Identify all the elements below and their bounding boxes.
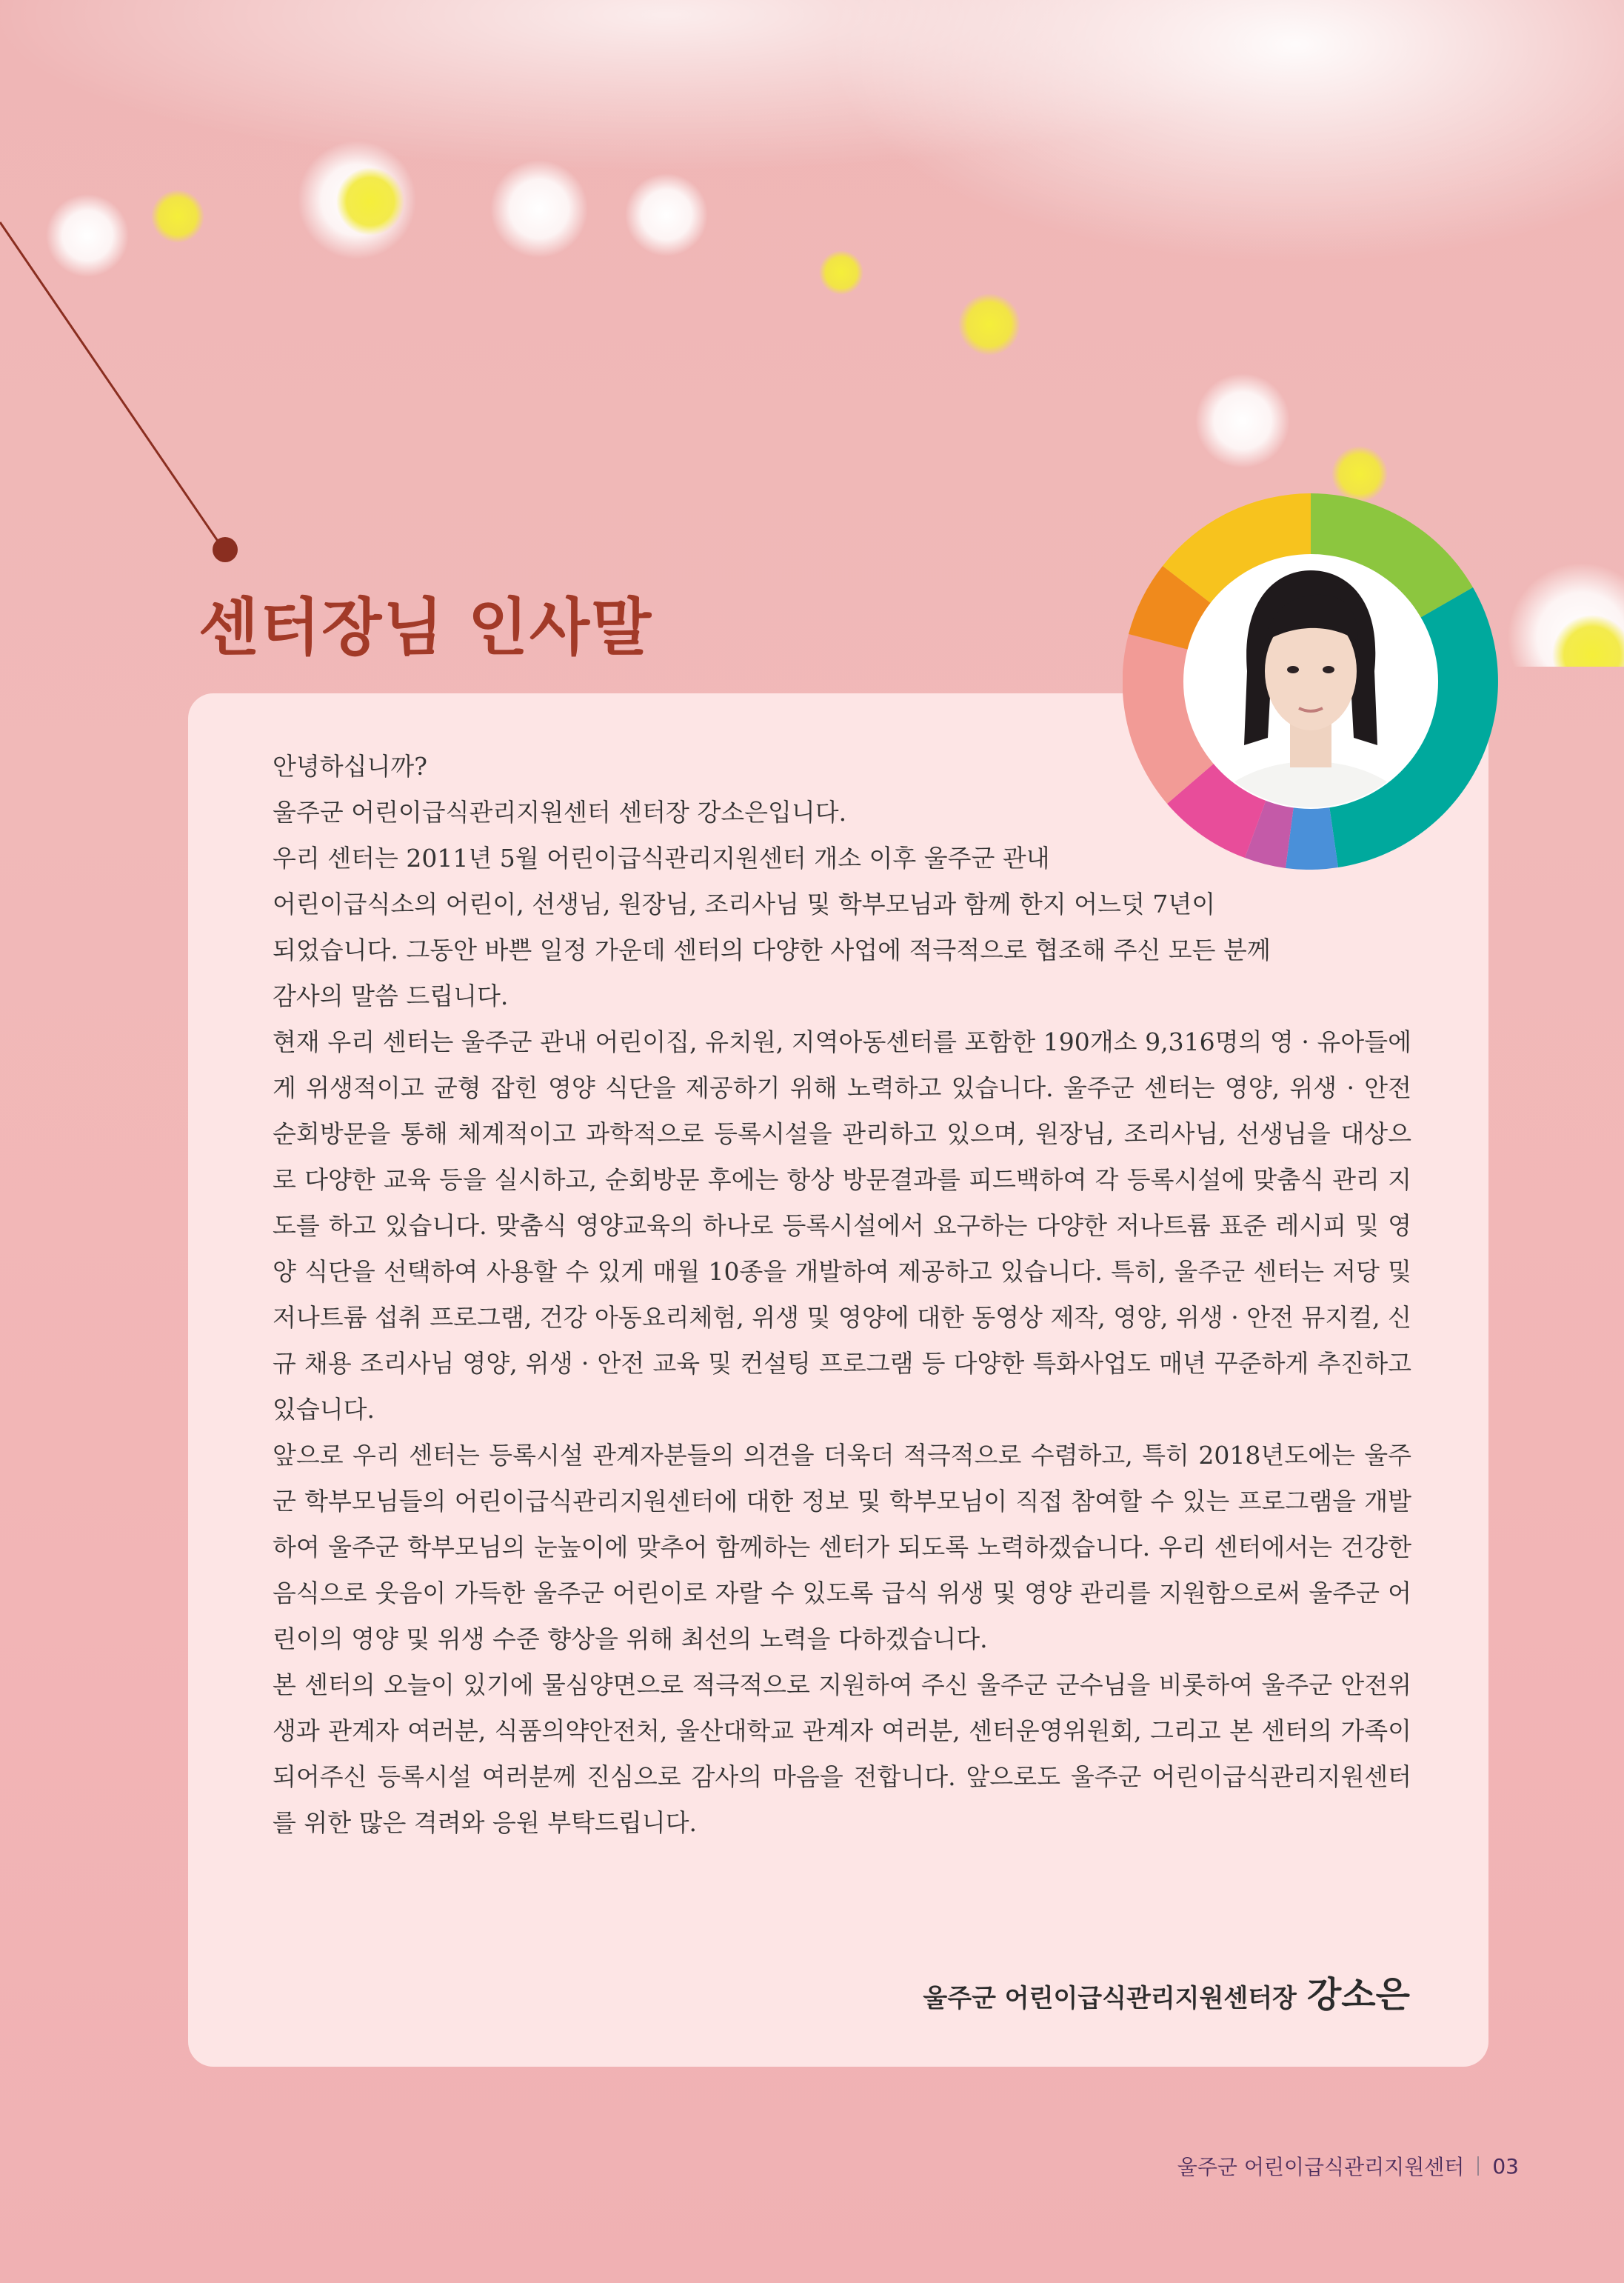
page-footer xyxy=(1177,2151,1519,2181)
footer-org: 울주군 어린이급식관리지원센터 xyxy=(1177,2155,1465,2179)
flower-white xyxy=(490,160,588,258)
footer-separator xyxy=(1477,2156,1479,2176)
signature-name: 강소은 xyxy=(1306,1974,1410,2016)
signature xyxy=(923,1966,1410,2017)
greeting-paragraph-3: 앞으로 우리 센터는 등록시설 관계자분들의 의견을 더욱더 적극적으로 수렴하고, 특히 2018년도에는 울주군 학부모님들의 어린이급식관리지원센터에 대한 정보 및 학부모님이 직접 참여할 수 있는 프로그램을 개발하여 울주군 학부모님의 눈높이에 맞추어 함께하는 센터가 되도록 노력하겠습니다. 우리 센터에서는 건강한 음식으로 웃음이 가득한 울주군 어린이로 자랄 수 있도록 급식 위생 및 영양 관리를 지원함으로써 울주군 어린이의 영양 및 위생 수준 향상을 위해 최선의 노력을 다하겠습니다. xyxy=(273,1441,1411,1653)
greeting-card xyxy=(188,693,1488,2067)
flower-yellow xyxy=(819,250,863,295)
ring-segment-blue xyxy=(1286,806,1338,870)
greeting-paragraph-1: 안녕하십니까? 울주군 어린이급식관리지원센터 센터장 강소은입니다. 우리 센터는 2011년 5월 어린이급식관리지원센터 개소 이후 울주군 관내 어린이급식소의 어린이, 선생님, 원장님, 조리사님 및 학부모님과 함께 한지 어느덧 7년이 되었습니다. 그동안 바쁜 일정 가운데 센터의 다양한 사업에 적극적으로 협조해 주신 모든 분께 감사의 말씀 드립니다. xyxy=(273,752,1271,1010)
title-pointer-line xyxy=(0,222,224,550)
title-pointer-dot xyxy=(213,537,238,562)
flower-yellow xyxy=(336,167,404,236)
flower-white xyxy=(625,173,708,256)
greeting-paragraph-2: 현재 우리 센터는 울주군 관내 어린이집, 유치원, 지역아동센터를 포함한 190개소 9,316명의 영 · 유아들에게 위생적이고 균형 잡힌 영양 식단을 제공하기 위해 노력하고 있습니다. 울주군 센터는 영양, 위생 · 안전 순회방문을 통해 체계적이고 과학적으로 등록시설을 관리하고 있으며, 원장님, 조리사님, 선생님을 대상으로 다양한 교육 등을 실시하고, 순회방문 후에는 항상 방문결과를 피드백하여 각 등록시설에 맞춤식 관리 지도를 하고 있습니다. 맞춤식 영양교육의 하나로 등록시설에서 요구하는 다양한 저나트륨 표준 레시피 및 영양 식단을 선택하여 사용할 수 있게 매월 10종을 개발하여 제공하고 있습니다. 특히, 울주군 센터는 저당 및 저나트륨 섭취 프로그램, 건강 아동요리체험, 위생 및 영양에 대한 동영상 제작, 영양, 위생 · 안전 뮤지컬, 신규 채용 조리사님 영양, 위생 · 안전 교육 및 컨설팅 프로그램 등 다양한 특화사업도 매년 꾸준하게 추진하고 있습니다. xyxy=(273,1027,1411,1424)
signature-org: 울주군 어린이급식관리지원센터장 xyxy=(923,1984,1297,2013)
flower-yellow xyxy=(151,190,204,243)
flower-white xyxy=(1195,373,1290,468)
page-number: 03 xyxy=(1492,2153,1519,2179)
greeting-paragraph-4: 본 센터의 오늘이 있기에 물심양면으로 적극적으로 지원하여 주신 울주군 군수님을 비롯하여 울주군 안전위생과 관계자 여러분, 식품의약안전처, 울산대학교 관계자 여러분, 센터운영위원회, 그리고 본 센터의 가족이 되어주신 등록시설 여러분께 진심으로 감사의 마음을 전합니다. 앞으로도 울주군 어린이급식관리지원센터를 위한 많은 격려와 응원 부탁드립니다. xyxy=(273,1670,1411,1837)
flower-yellow xyxy=(958,293,1020,356)
flower-white xyxy=(46,194,129,277)
page-title: 센터장님 인사말 xyxy=(198,591,653,664)
director-portrait xyxy=(1123,493,1499,870)
